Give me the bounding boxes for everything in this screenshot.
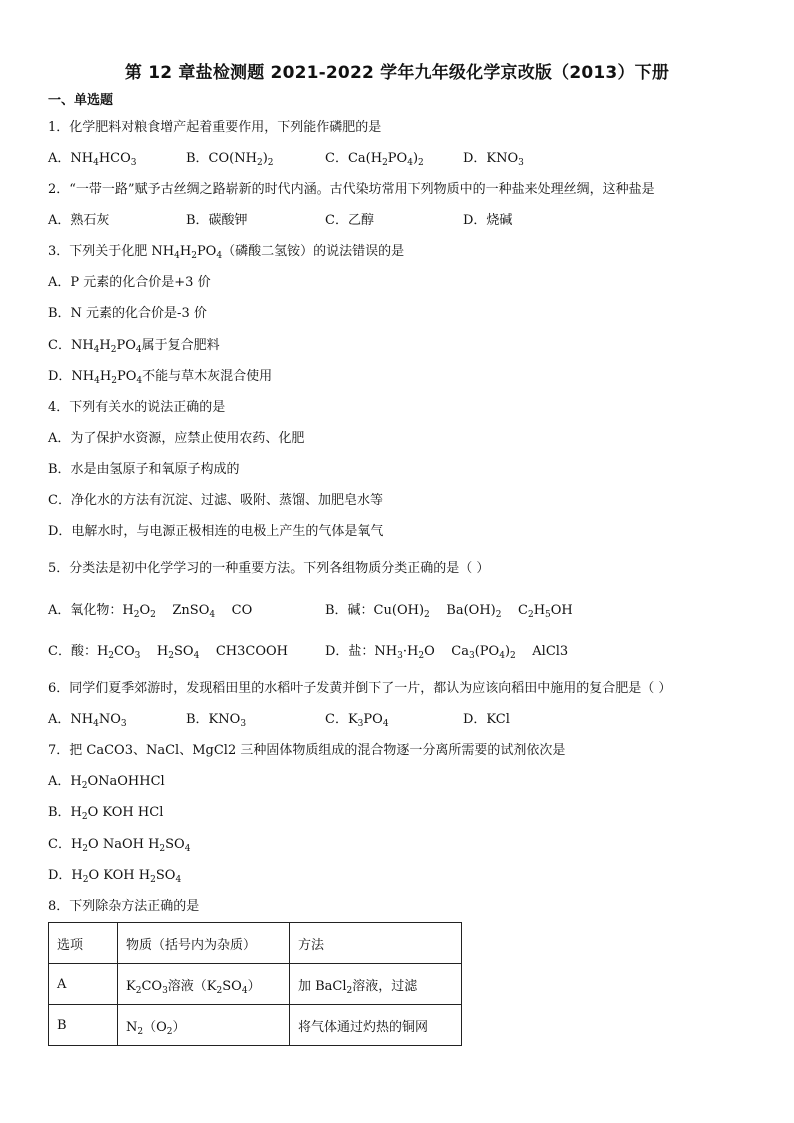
page-title: 第 12 章盐检测题 2021-2022 学年九年级化学京改版（2013）下册 bbox=[124, 63, 670, 83]
question-1-option-b[interactable]: B．$CO(NH_2)_2$ bbox=[186, 151, 274, 168]
question-7-option-d[interactable]: D．$H_2O$ KOH $H_2SO_4$ bbox=[48, 868, 182, 885]
question-8-stem: 8．下列除杂方法正确的是 bbox=[48, 899, 200, 914]
question-2-option-d[interactable]: D．烧碱 bbox=[463, 213, 513, 228]
question-7-stem: 7．把 CaCO3、NaCl、MgCl2 三种固体物质组成的混合物逐一分离所需要的试剂依次是 bbox=[48, 743, 566, 758]
question-5-stem: 5．分类法是初中化学学习的一种重要方法。下列各组物质分类正确的是（ ） bbox=[48, 561, 490, 576]
question-2-option-b[interactable]: B．碳酸钾 bbox=[186, 213, 248, 228]
table-header-cell: 物质（括号内为杂质） bbox=[118, 923, 290, 964]
table-header-cell: 方法 bbox=[290, 923, 462, 964]
question-7-option-c[interactable]: C．$H_2O$ NaOH $H_2SO_4$ bbox=[48, 837, 191, 854]
question-6-option-c[interactable]: C．$K_3PO_4$ bbox=[325, 712, 389, 729]
question-1-stem: 1．化学肥料对粮食增产起着重要作用，下列能作磷肥的是 bbox=[48, 120, 382, 135]
table-cell-substance: $K_2CO_3$溶液$(K_2SO_4)$ bbox=[118, 964, 290, 1005]
table-cell-option: A bbox=[49, 964, 118, 1005]
question-4-option-d[interactable]: D．电解水时，与电源正极相连的电极上产生的气体是氧气 bbox=[48, 524, 384, 539]
question-6-option-b[interactable]: B．$KNO_3$ bbox=[186, 712, 247, 729]
question-6-option-d[interactable]: D．KCl bbox=[463, 712, 510, 727]
table-cell-method: 将气体通过灼热的铜网 bbox=[290, 1005, 462, 1046]
question-1-option-a[interactable]: A．$NH_4HCO_3$ bbox=[48, 151, 137, 168]
question-5-option-a[interactable]: A．氧化物：$H_2O_2$ ZnSO$_4$ CO bbox=[48, 603, 253, 620]
question-5-option-c[interactable]: C．酸：$H_2CO_3$ $H_2SO_4$ CH3COOH bbox=[48, 644, 288, 661]
table-row bbox=[49, 964, 462, 1005]
table-row bbox=[49, 1005, 462, 1046]
question-2-stem: 2．“一带一路”赋予古丝绸之路崭新的时代内涵。古代染坊常用下列物质中的一种盐来处理丝绸，这种盐是 bbox=[48, 182, 655, 197]
table-cell-substance: $N_2(O_2)$ bbox=[118, 1005, 290, 1046]
question-7-option-b[interactable]: B．$H_2O$ KOH HCl bbox=[48, 805, 164, 822]
question-1-option-d[interactable]: D．$KNO_3$ bbox=[463, 151, 524, 168]
question-3-option-b[interactable]: B．N 元素的化合价是-3 价 bbox=[48, 306, 207, 321]
question-4-option-b[interactable]: B．水是由氢原子和氧原子构成的 bbox=[48, 462, 240, 477]
table-header-cell: 选项 bbox=[49, 923, 118, 964]
question-2-option-c[interactable]: C．乙醇 bbox=[325, 213, 374, 228]
question-2-option-a[interactable]: A．熟石灰 bbox=[48, 213, 110, 228]
question-4-option-c[interactable]: C．净化水的方法有沉淀、过滤、吸附、蒸馏、加肥皂水等 bbox=[48, 493, 383, 508]
question-6-option-a[interactable]: A．$NH_4NO_3$ bbox=[48, 712, 127, 729]
question-5-option-d[interactable]: D．盐：$NH_3\cdot H_2O$ $Ca_3(PO_4)_2$ AlCl3 bbox=[325, 644, 569, 661]
question-3-stem: 3．下列关于化肥 $NH_4H_2PO_4$（磷酸二氢铵）的说法错误的是 bbox=[48, 244, 405, 261]
table-cell-method: 加 BaCl$_2$溶液，过滤 bbox=[290, 964, 462, 1005]
question-6-stem: 6．同学们夏季郊游时，发现稻田里的水稻叶子发黄并倒下了一片，都认为应该向稻田中施用的复合肥是（ ） bbox=[48, 681, 672, 696]
section-heading: 一、单选题 bbox=[48, 93, 114, 108]
question-5-option-b[interactable]: B．碱：$Cu(OH)_2$ $Ba(OH)_2$ $C_2H_5OH$ bbox=[325, 603, 573, 620]
purification-table bbox=[48, 922, 462, 1046]
question-7-option-a[interactable]: A．$H_2ONaOHHCl$ bbox=[48, 774, 165, 791]
question-3-option-d[interactable]: D．$NH_4H_2PO_4$不能与草木灰混合使用 bbox=[48, 369, 273, 386]
question-3-option-c[interactable]: C．$NH_4H_2PO_4$属于复合肥料 bbox=[48, 338, 220, 355]
question-1-option-c[interactable]: C．$Ca(H_2PO_4)_2$ bbox=[325, 151, 424, 168]
question-4-option-a[interactable]: A．为了保护水资源，应禁止使用农药、化肥 bbox=[48, 431, 305, 446]
question-4-stem: 4．下列有关水的说法正确的是 bbox=[48, 400, 226, 415]
table-cell-option: B bbox=[49, 1005, 118, 1046]
question-3-option-a[interactable]: A．P 元素的化合价是+3 价 bbox=[48, 275, 211, 290]
table-header-row bbox=[49, 923, 462, 964]
